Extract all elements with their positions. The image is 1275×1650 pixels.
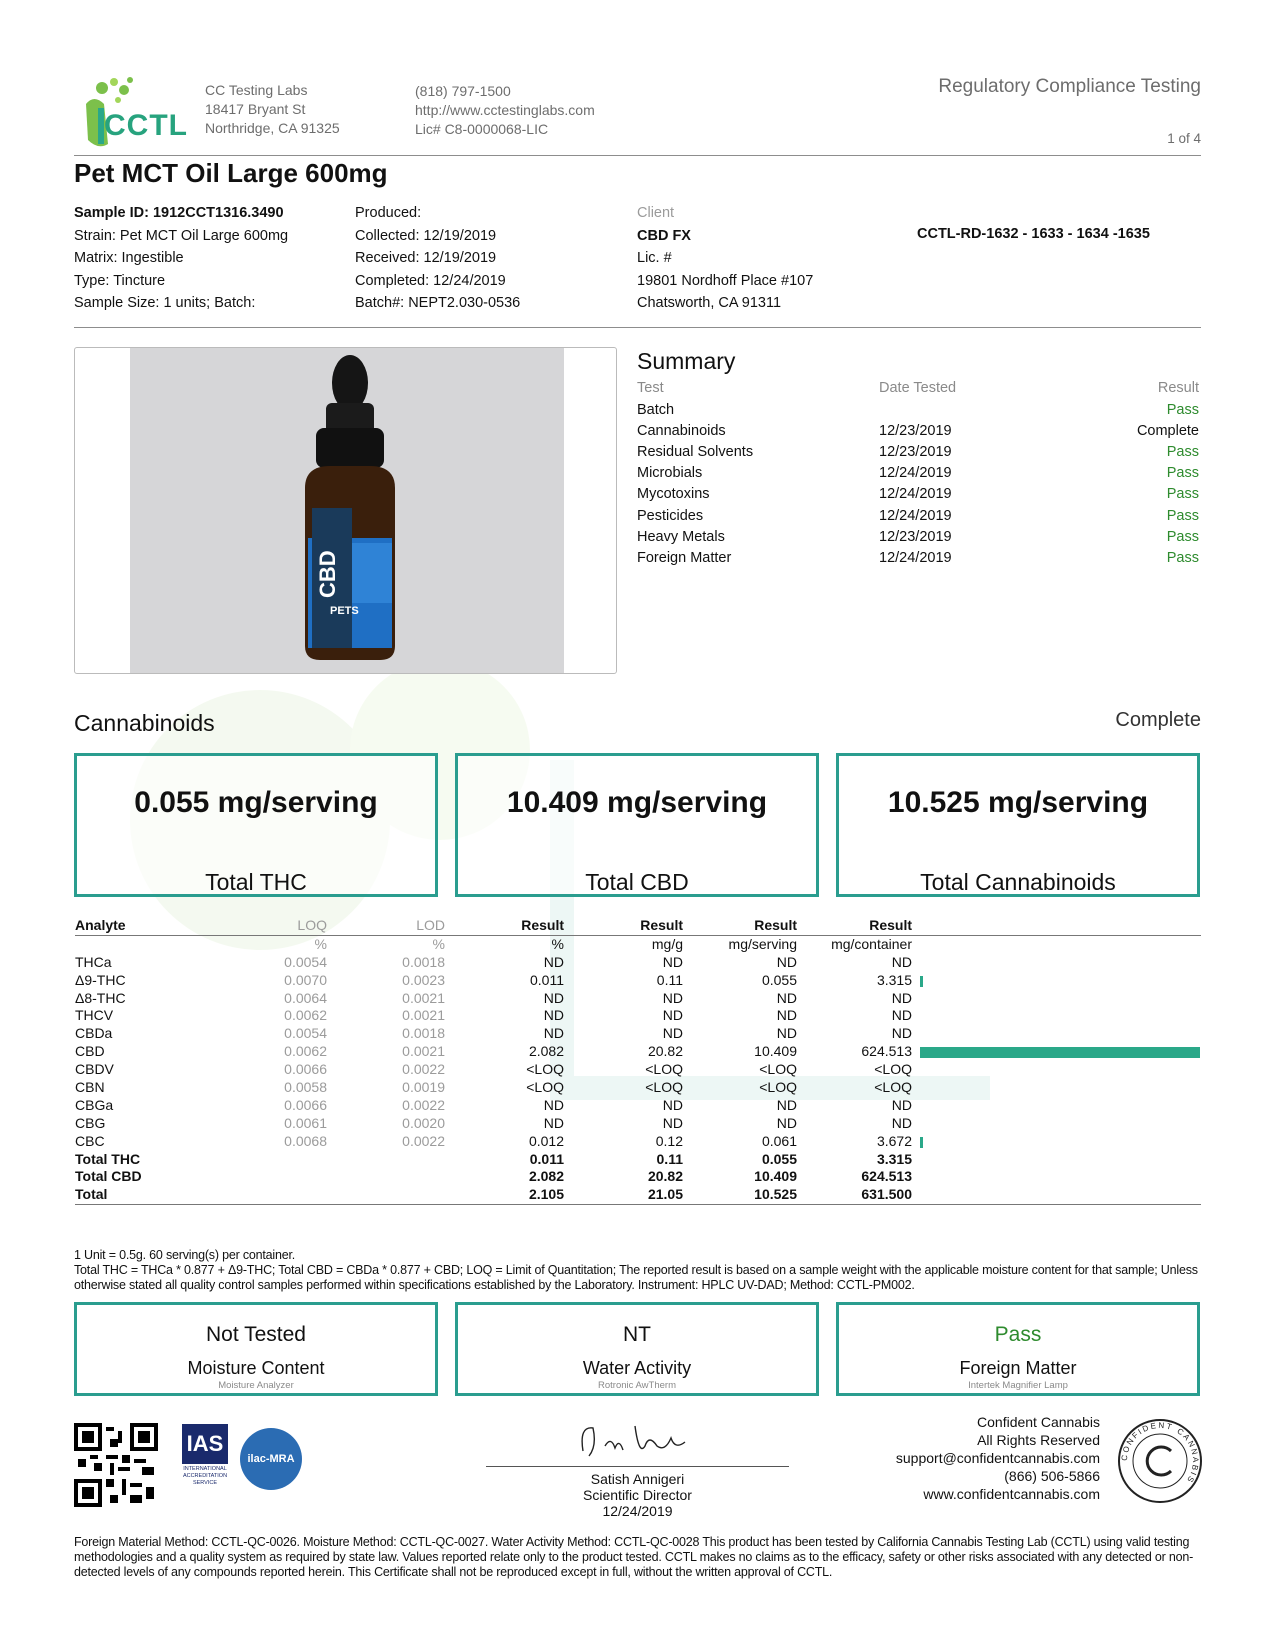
col-loq: LOQ [297, 917, 327, 933]
analyte-name: CBDV [75, 1061, 114, 1078]
summary-test: Microbials [637, 465, 703, 482]
summary-date: 12/23/2019 [879, 444, 952, 461]
ilac-logo-text: ilac-MRA [247, 1453, 295, 1465]
analyte-loq: 0.0068 [284, 1132, 327, 1149]
analyte-pct: 0.011 [530, 971, 564, 988]
lab-license: Lic# C8-0000068-LIC [415, 121, 549, 137]
summary-test: Pesticides [637, 507, 704, 524]
analyte-mgc: ND [891, 1096, 912, 1113]
table-row [75, 1097, 1201, 1115]
unit-lod: % [432, 935, 445, 952]
lab-website[interactable]: http://www.cctestinglabs.com [415, 102, 595, 118]
summary-result: Pass [1166, 444, 1199, 461]
analyte-loq: 0.0058 [284, 1079, 327, 1096]
table-row [75, 972, 1201, 990]
analyte-mgs: ND [776, 953, 797, 970]
analyte-mgs: 10.409 [754, 1043, 797, 1060]
signatory-title: Scientific Director [583, 1487, 692, 1503]
summary-test: Batch [637, 402, 675, 418]
analyte-mgg: 0.11 [656, 971, 683, 988]
foreign-matter-box [836, 1302, 1200, 1396]
total-mgs: 10.525 [754, 1186, 797, 1203]
summary-test: Heavy Metals [637, 528, 725, 545]
signatory [486, 1471, 789, 1519]
analyte-name: CBG [75, 1114, 106, 1131]
analyte-name: CBC [75, 1132, 105, 1149]
analyte-pct: ND [543, 1007, 564, 1024]
analyte-lod: 0.0021 [402, 989, 445, 1006]
analyte-loq: 0.0061 [284, 1114, 327, 1131]
analyte-mgg: 20.82 [647, 1043, 683, 1060]
tincture-bottle-icon [130, 348, 564, 673]
summary-result: Pass [1166, 507, 1199, 524]
confident-cannabis-info [896, 1413, 1100, 1503]
analyte-lod: 0.0023 [402, 971, 445, 988]
analyte-lod: 0.0018 [402, 953, 445, 970]
table-row [75, 1115, 1201, 1133]
total-mgg: 20.82 [647, 1168, 683, 1185]
summary-test: Cannabinoids [637, 423, 726, 440]
table-totals [75, 1151, 1201, 1205]
produced-date: Produced: [355, 205, 422, 221]
total-thc-box [74, 753, 438, 897]
analyte-loq: 0.0066 [284, 1096, 327, 1113]
summary-date: 12/24/2019 [879, 465, 952, 482]
moisture-instrument: Moisture Analyzer [218, 1380, 294, 1391]
analyte-mgc: ND [891, 1025, 912, 1042]
table-header [75, 917, 1201, 935]
analyte-mgg: 0.12 [655, 1132, 683, 1149]
analyte-loq: 0.0062 [284, 1043, 327, 1060]
total-cannabinoids-value: 10.525 mg/serving [887, 786, 1149, 819]
total-thc-value: 0.055 mg/serving [134, 786, 378, 819]
analyte-pct: ND [543, 1114, 564, 1131]
table-row [75, 1043, 1201, 1061]
analyte-name: CBDa [75, 1025, 113, 1042]
notes-line-2: Total THC = THCa * 0.877 + Δ9-THC; Total CBD = CBDa * 0.877 + CBD; LOQ = Limit of Quantitation; The reported result is based on a sample weight with the applicable moisture content for that sample; Unless otherwise stated all quality control samples performed within specifications established by the Laboratory. Instrument: HPLC UV-DAD; Method: CCTL-PM002. [74, 1263, 1198, 1292]
summary-col-test: Test [637, 380, 664, 396]
table-rows [75, 954, 1201, 1151]
sample-dates [355, 202, 520, 315]
col-result-pct: Result [521, 917, 564, 933]
analyte-mgs: 0.055 [761, 971, 797, 988]
water-activity-instrument: Rotronic AwTherm [598, 1380, 676, 1391]
analyte-mgg: <LOQ [645, 1061, 683, 1078]
analyte-name: Δ9-THC [75, 971, 126, 988]
analyte-lod: 0.0018 [402, 1025, 445, 1042]
summary-date: 12/23/2019 [879, 423, 952, 440]
summary-result: Pass [1166, 528, 1199, 545]
analyte-pct: <LOQ [526, 1061, 564, 1078]
analyte-mgc: ND [891, 989, 912, 1006]
ias-logo-text: IAS [182, 1424, 228, 1464]
ias-logo-subtext: INTERNATIONAL ACCREDITATION SERVICE [182, 1466, 228, 1486]
col-analyte: Analyte [75, 917, 126, 933]
table-row [75, 954, 1201, 972]
unit-mgs: mg/serving [728, 935, 797, 952]
client-reference: CCTL-RD-1632 - 1633 - 1634 -1635 [917, 226, 1150, 242]
analyte-pct: ND [543, 953, 564, 970]
summary-row [637, 550, 1199, 571]
analyte-loq: 0.0054 [284, 1025, 327, 1042]
analyte-mgg: ND [662, 1114, 683, 1131]
analyte-mgs: 0.061 [761, 1132, 797, 1149]
col-result-mgs: Result [754, 917, 797, 933]
analyte-mgc: 3.315 [876, 971, 912, 988]
client-address-1: 19801 Nordhoff Place #107 [637, 272, 814, 289]
analyte-mgg: ND [662, 953, 683, 970]
total-mgc: 631.500 [861, 1186, 912, 1203]
moisture-box [74, 1302, 438, 1396]
cc-rights: All Rights Reserved [977, 1432, 1100, 1448]
sample-info [74, 202, 288, 315]
summary-result: Pass [1166, 486, 1199, 503]
analyte-name: THCV [75, 1007, 114, 1024]
total-mgg: 21.05 [647, 1186, 683, 1203]
table-row [75, 990, 1201, 1008]
lab-address-1: 18417 Bryant St [205, 101, 306, 117]
analyte-loq: 0.0070 [284, 971, 327, 988]
total-mgc: 624.513 [861, 1168, 912, 1185]
total-cbd-box [455, 753, 819, 897]
analyte-mgc: ND [891, 953, 912, 970]
table-row [75, 1079, 1201, 1097]
analyte-mgc: <LOQ [874, 1061, 912, 1078]
sample-strain: Strain: Pet MCT Oil Large 600mg [74, 227, 289, 244]
cc-website[interactable]: www.confidentcannabis.com [923, 1486, 1100, 1502]
analyte-bar [920, 1047, 1200, 1058]
analyte-mgc: ND [891, 1007, 912, 1024]
total-cbd-label: Total CBD [585, 869, 689, 895]
summary-col-result: Result [1157, 380, 1199, 396]
analyte-name: THCa [75, 953, 112, 970]
client-info [637, 202, 813, 315]
analyte-mgg: ND [662, 1096, 683, 1113]
analyte-loq: 0.0064 [284, 989, 327, 1006]
moisture-label: Moisture Content [187, 1358, 325, 1378]
water-activity-label: Water Activity [582, 1358, 692, 1378]
table-units [75, 936, 1201, 954]
table-bottom-divider [75, 1204, 1201, 1205]
summary-date: 12/23/2019 [879, 528, 952, 545]
total-mgs: 0.055 [761, 1150, 797, 1167]
cc-phone: (866) 506-5866 [1004, 1468, 1100, 1484]
summary-date: 12/24/2019 [879, 549, 952, 566]
signature-graphic [575, 1416, 705, 1466]
total-pct: 2.082 [528, 1168, 564, 1185]
analyte-name: CBGa [75, 1096, 114, 1113]
analyte-pct: ND [543, 1096, 564, 1113]
summary-row [637, 508, 1199, 529]
cannabinoid-table [75, 917, 1201, 1205]
summary-row [637, 444, 1199, 465]
col-result-mgc: Result [869, 917, 912, 933]
analyte-mgs: <LOQ [759, 1061, 797, 1078]
summary-row [637, 465, 1199, 486]
header-divider [74, 155, 1201, 156]
cannabinoids-status: Complete [1115, 709, 1201, 731]
total-thc-label: Total THC [205, 869, 307, 895]
col-result-mgg: Result [640, 917, 683, 933]
sample-type: Type: Tincture [74, 272, 166, 289]
table-total-row [75, 1151, 1201, 1169]
lab-address-2: Northridge, CA 91325 [205, 120, 340, 136]
summary-result: Pass [1166, 465, 1199, 482]
analyte-lod: 0.0019 [402, 1079, 445, 1096]
batch-number: Batch#: NEPT2.030-0536 [355, 295, 521, 311]
water-activity-box [455, 1302, 819, 1396]
analyte-mgc: 3.672 [876, 1132, 912, 1149]
received-date: Received: 12/19/2019 [355, 250, 497, 266]
product-title: Pet MCT Oil Large 600mg [74, 158, 388, 188]
page-number: 1 of 4 [1167, 131, 1201, 146]
table-row [75, 1007, 1201, 1025]
sample-matrix: Matrix: Ingestible [74, 250, 184, 266]
total-cannabinoids-box [836, 753, 1200, 897]
logo-text: CCTL [104, 109, 188, 142]
analyte-lod: 0.0022 [402, 1132, 445, 1149]
total-name: Total CBD [75, 1168, 142, 1185]
analyte-mgs: ND [776, 989, 797, 1006]
summary-date: 12/24/2019 [879, 486, 952, 503]
meta-divider [74, 327, 1201, 328]
analyte-mgs: ND [776, 1096, 797, 1113]
product-image-frame [74, 347, 617, 674]
summary-result: Pass [1166, 402, 1199, 418]
unit-mgc: mg/container [831, 935, 912, 952]
cc-name: Confident Cannabis [977, 1414, 1100, 1430]
total-cbd-value: 10.409 mg/serving [506, 786, 768, 819]
client-name: CBD FX [637, 227, 691, 244]
summary-test: Residual Solvents [637, 444, 754, 461]
total-mgg: 0.11 [656, 1150, 683, 1167]
summary-date: 12/24/2019 [879, 507, 952, 524]
client-address-2: Chatsworth, CA 91311 [637, 295, 782, 311]
footer-disclaimer: Foreign Material Method: CCTL-QC-0026. Moisture Method: CCTL-QC-0027. Water Activity Method: CCTL-QC-0028 This product has been tested by California Cannabis Testing Lab (CCTL) using valid testing methodologies and a quality system as required by state law. Values reported relate only to the product tested. CCTL makes no claims as to the efficacy, safety or other risks associated with any detected or non-detected levels of any compounds reported herein. This Certificate shall not be reproduced except in full, without the written approval of CCTL. [74, 1535, 1194, 1579]
ilac-mra-logo [240, 1428, 302, 1490]
analyte-name: CBD [75, 1043, 105, 1060]
completed-date: Completed: 12/24/2019 [355, 272, 506, 289]
analyte-loq: 0.0066 [284, 1061, 327, 1078]
analyte-mgs: <LOQ [759, 1079, 797, 1096]
analyte-lod: 0.0021 [402, 1007, 445, 1024]
sample-id: Sample ID: 1912CCT1316.3490 [74, 205, 284, 221]
analyte-pct: ND [543, 1025, 564, 1042]
summary-row [637, 423, 1199, 444]
total-pct: 0.011 [529, 1150, 564, 1167]
foreign-matter-value: Pass [994, 1323, 1042, 1346]
analyte-bar [920, 1137, 923, 1148]
unit-loq: % [314, 935, 327, 952]
confident-cannabis-seal-icon [1117, 1418, 1203, 1504]
bottle-label-text: PETS [330, 605, 359, 617]
analyte-mgc: 624.513 [861, 1043, 912, 1060]
table-row [75, 1061, 1201, 1079]
lab-phone: (818) 797-1500 [415, 83, 511, 99]
signature-line [486, 1466, 789, 1467]
summary-title: Summary [637, 348, 736, 374]
table-total-row [75, 1168, 1201, 1186]
summary-result: Pass [1166, 549, 1199, 566]
bottle-brand-text: CBD [315, 550, 340, 598]
analyte-lod: 0.0022 [402, 1061, 445, 1078]
table-total-row [75, 1186, 1201, 1204]
total-mgc: 3.315 [876, 1150, 912, 1167]
analyte-mgg: ND [662, 1007, 683, 1024]
summary-result: Complete [1136, 423, 1199, 440]
analyte-lod: 0.0020 [402, 1114, 445, 1131]
analyte-mgg: <LOQ [645, 1079, 683, 1096]
summary-header [637, 380, 1199, 401]
unit-pct: % [551, 935, 564, 952]
total-pct: 2.105 [528, 1186, 564, 1203]
analyte-mgg: ND [662, 989, 683, 1006]
analyte-mgc: ND [891, 1114, 912, 1131]
ias-logo [182, 1424, 228, 1500]
table-row [75, 1133, 1201, 1151]
analyte-loq: 0.0062 [284, 1007, 327, 1024]
summary-col-date: Date Tested [879, 380, 957, 396]
foreign-matter-label: Foreign Matter [959, 1358, 1077, 1378]
table-row [75, 1025, 1201, 1043]
analyte-mgs: ND [776, 1114, 797, 1131]
notes-line-1: 1 Unit = 0.5g. 60 serving(s) per container. [74, 1248, 296, 1262]
summary-row [637, 486, 1199, 507]
summary-test: Mycotoxins [637, 486, 710, 503]
signatory-name: Satish Annigeri [590, 1471, 685, 1487]
lab-contact [415, 82, 595, 139]
analyte-lod: 0.0022 [402, 1096, 445, 1113]
analyte-mgg: ND [662, 1025, 683, 1042]
analyte-mgc: <LOQ [874, 1079, 912, 1096]
analyte-pct: 2.082 [528, 1043, 564, 1060]
analyte-mgs: ND [776, 1025, 797, 1042]
seal-text: CONFIDENT CANNABIS [1119, 1420, 1201, 1486]
total-mgs: 10.409 [754, 1168, 797, 1185]
moisture-value: Not Tested [205, 1323, 306, 1346]
qr-code-icon[interactable] [74, 1423, 158, 1507]
analyte-pct: ND [543, 989, 564, 1006]
report-type: Regulatory Compliance Testing [938, 76, 1201, 97]
analyte-lod: 0.0021 [402, 1043, 445, 1060]
collected-date: Collected: 12/19/2019 [355, 227, 497, 244]
total-cannabinoids-label: Total Cannabinoids [920, 869, 1116, 895]
foreign-matter-instrument: Intertek Magnifier Lamp [968, 1380, 1068, 1391]
cannabinoids-title: Cannabinoids [74, 710, 215, 736]
analyte-bar [920, 976, 923, 987]
unit-mgg: mg/g [651, 935, 683, 952]
lab-info [205, 81, 340, 138]
analyte-name: Δ8-THC [75, 989, 126, 1006]
cc-email[interactable]: support@confidentcannabis.com [895, 1450, 1100, 1466]
water-activity-value: NT [623, 1323, 651, 1346]
summary-table [637, 380, 1199, 580]
signature-date: 12/24/2019 [602, 1503, 673, 1519]
analyte-pct: 0.012 [528, 1132, 564, 1149]
client-license: Lic. # [637, 250, 672, 266]
analyte-name: CBN [75, 1079, 105, 1096]
client-heading: Client [637, 205, 675, 221]
lab-name: CC Testing Labs [205, 82, 308, 98]
total-name: Total [75, 1186, 108, 1203]
notes [74, 1248, 1201, 1293]
analyte-loq: 0.0054 [284, 953, 327, 970]
summary-test: Foreign Matter [637, 549, 732, 566]
analyte-mgs: ND [776, 1007, 797, 1024]
summary-row [637, 402, 1199, 423]
summary-row [637, 529, 1199, 550]
total-name: Total THC [75, 1150, 141, 1167]
col-lod: LOD [416, 917, 445, 933]
product-photo [130, 348, 564, 673]
analyte-pct: <LOQ [526, 1079, 564, 1096]
sample-size: Sample Size: 1 units; Batch: [74, 295, 256, 311]
